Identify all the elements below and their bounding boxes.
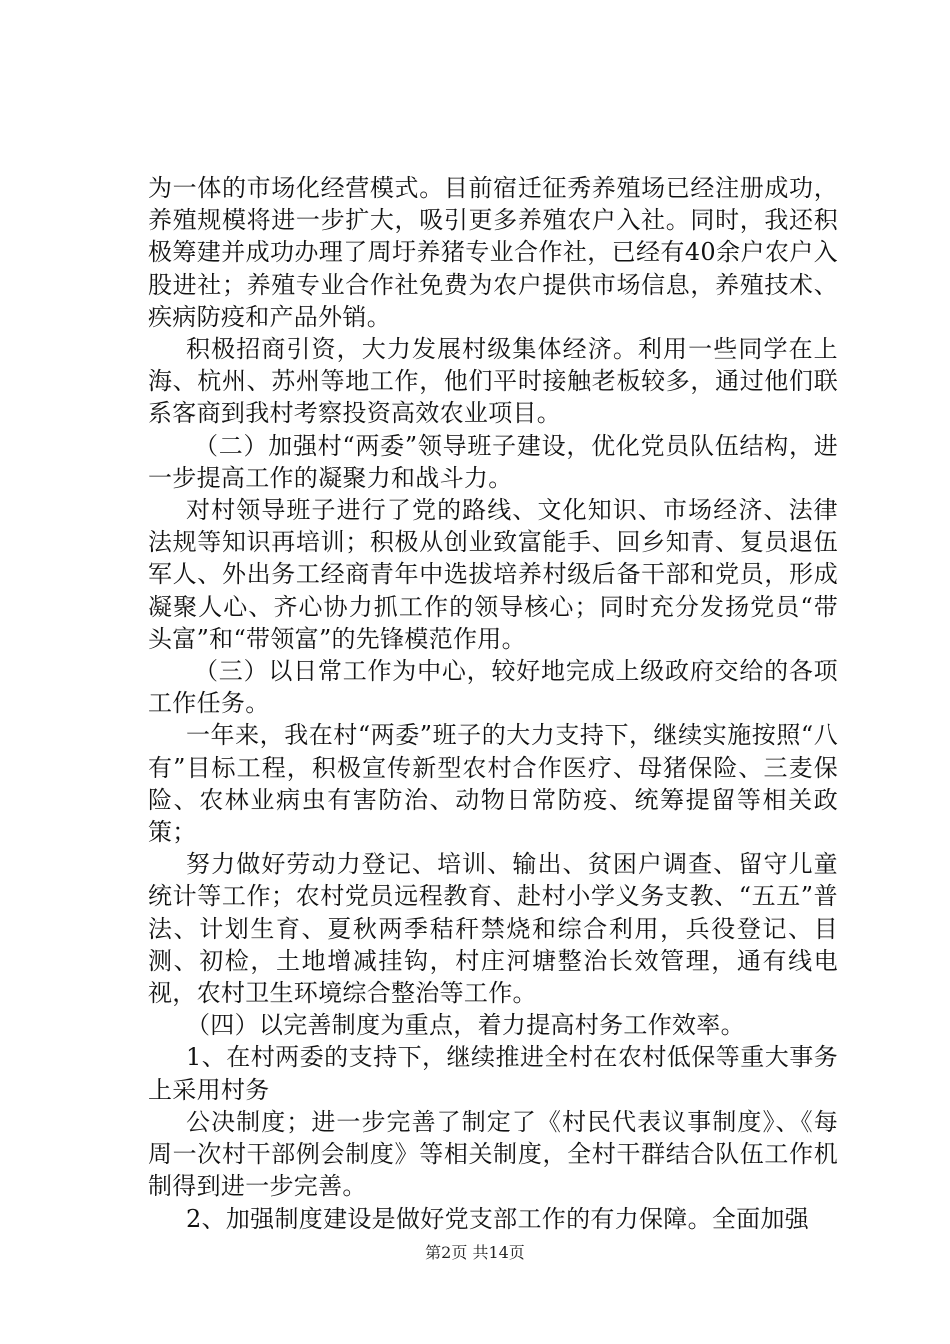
paragraph-5: 努力做好劳动力登记、培训、输出、贫困户调查、留守儿童统计等工作；农村党员远程教育、赴村小学义务支教、“五五”普法、计划生育、夏秋两季秸秆禁烧和综合利用，兵役登记、目测、初检，土地增减挂钩，村庄河塘整治长效管理，通有线电视，农村卫生环境综合整治等工作。 (148, 850, 838, 1008)
paragraph-8: 2、加强制度建设是做好党支部工作的有力保障。全面加强 (186, 1204, 810, 1233)
page-footer: 第2页 共14页 (425, 1243, 525, 1262)
paragraph-1: 为一体的市场化经营模式。目前宿迁征秀养殖场已经注册成功，养殖规模将进一步扩大，吸引更多养殖农户入社。同时，我还积极筹建并成功办理了周圩养猪专业合作社，已经有40余户农户入股进社；养殖专业合作社免费为农户提供市场信息，养殖技术、疾病防疫和产品外销。 (148, 174, 838, 331)
paragraph-7: 公决制度；进一步完善了制定了《村民代表议事制度》、《每周一次村干部例会制度》等相关制度，全村干群结合队伍工作机制得到进一步完善。 (148, 1107, 838, 1201)
section-heading-2: （二）加强村“两委”领导班子建设，优化党员队伍结构，进一步提高工作的凝聚力和战斗力。 (148, 431, 838, 492)
paragraph-4: 一年来，我在村“两委”班子的大力支持下，继续实施按照“八有”目标工程，积极宣传新型农村合作医疗、母猪保险、三麦保险、农林业病虫有害防治、动物日常防疫、统筹提留等相关政策； (148, 721, 838, 847)
paragraph-3: 对村领导班子进行了党的路线、文化知识、市场经济、法律法规等知识再培训；积极从创业致富能手、回乡知青、复员退伍军人、外出务工经商青年中选拔培养村级后备干部和党员，形成凝聚人心、齐心协力抓工作的领导核心；同时充分发扬党员“带头富”和“带领富”的先锋模范作用。 (148, 496, 838, 653)
paragraph-6: 1、在村两委的支持下，继续推进全村在农村低保等重大事务上采用村务 (148, 1043, 838, 1104)
section-heading-3: （三）以日常工作为中心，较好地完成上级政府交给的各项工作任务。 (148, 657, 838, 718)
document-body (148, 172, 838, 1235)
section-heading-4: （四）以完善制度为重点，着力提高村务工作效率。 (186, 1011, 745, 1040)
paragraph-2: 积极招商引资，大力发展村级集体经济。利用一些同学在上海、杭州、苏州等地工作，他们平时接触老板较多，通过他们联系客商到我村考察投资高效农业项目。 (148, 335, 838, 428)
